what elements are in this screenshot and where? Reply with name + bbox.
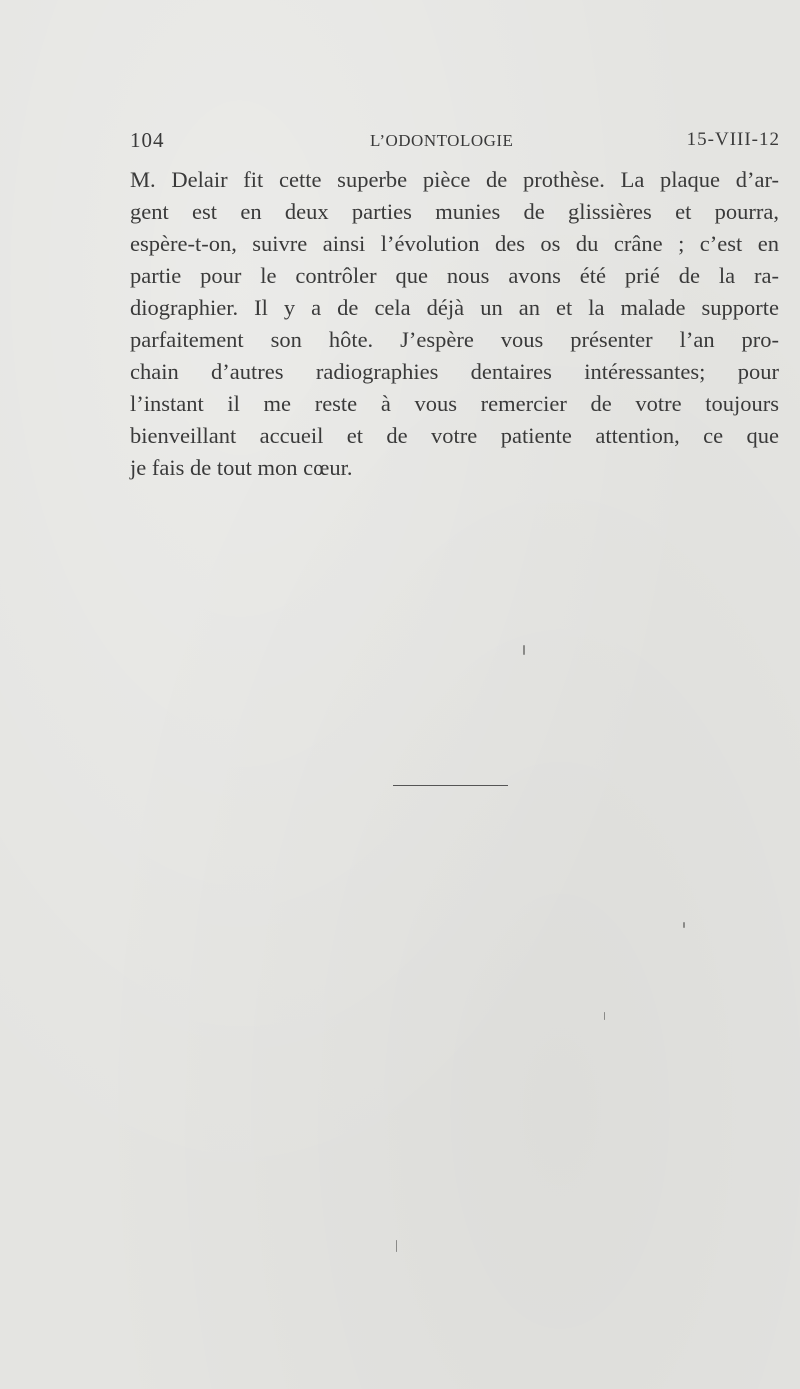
paper-speck [396, 1240, 397, 1252]
text-line: parfaitement son hôte. J’espère vous présenter l’an pro- [130, 327, 779, 352]
text-line: chain d’autres radiographies dentaires intéressantes; pour [130, 359, 779, 384]
text-line: je fais de tout mon cœur. [130, 455, 353, 480]
issue-date: 15-VIII-12 [686, 129, 780, 150]
page-number: 104 [130, 128, 165, 152]
paper-speck [683, 922, 685, 928]
paper-speck [604, 1012, 605, 1020]
text-line: espère-t-on, suivre ainsi l’évolution des os du crâne ; c’est en [130, 231, 779, 256]
section-end-rule [393, 785, 508, 786]
running-head [130, 128, 780, 158]
text-line: l’instant il me reste à vous remercier de votre toujours [130, 391, 779, 416]
body-paragraph [130, 164, 779, 484]
text-line: M. Delair fit cette superbe pièce de prothèse. La plaque d’ar- [130, 167, 779, 192]
journal-title: L’ODONTOLOGIE [370, 131, 514, 150]
text-line: bienveillant accueil et de votre patiente attention, ce que [130, 423, 779, 448]
text-line: gent est en deux parties munies de glissières et pourra, [130, 199, 779, 224]
text-line: diographier. Il y a de cela déjà un an et la malade supporte [130, 295, 779, 320]
paper-speck [523, 645, 525, 655]
text-line: partie pour le contrôler que nous avons été prié de la ra- [130, 263, 779, 288]
